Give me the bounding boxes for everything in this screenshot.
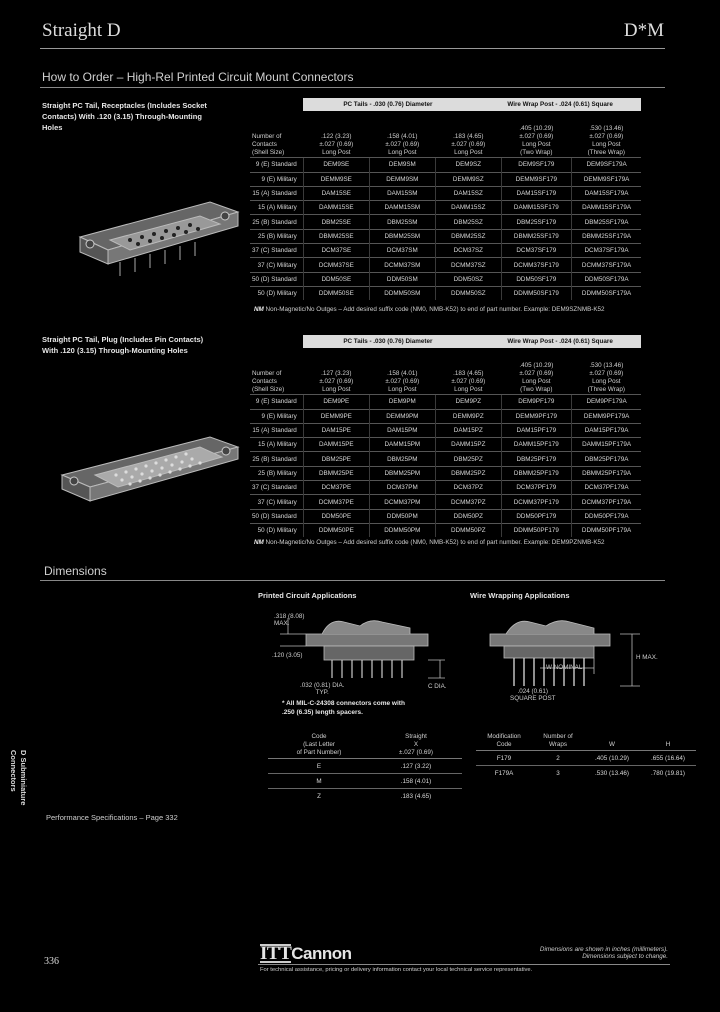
row-label: 15 (A) Military [250, 201, 303, 215]
row-label: 50 (D) Standard [250, 509, 303, 523]
pc-tails-header: PC Tails - .030 (0.76) Diameter [303, 98, 501, 111]
part-number-cell: DCMM37SM [369, 258, 435, 272]
pc-dim-side-label: .120 (3.05) [272, 652, 303, 659]
contacts-col-header: Number of Contacts (Shell Size) [252, 370, 285, 394]
header-divider [40, 48, 665, 49]
how-to-order-heading: How to Order – High-Rel Printed Circuit Mount Connectors [42, 70, 354, 84]
col-header: .122 (3.23) ±.027 (0.69) Long Post [319, 133, 354, 157]
code-col-header: Code (Last Letter of Part Number) [296, 733, 342, 756]
part-number-cell: DEMM9PM [369, 409, 435, 423]
ww-dim-w-label: W NOMINAL [546, 664, 583, 671]
footer-divider [258, 964, 670, 965]
dimensions-note: Dimensions are shown in inches (millimeters). Dimensions subject to change. [539, 946, 668, 960]
part-number-cell: DDMM50SZ [435, 286, 501, 300]
itt-cannon-logo: ITTCannon [260, 943, 352, 964]
table-cell: .127 (3.22) [370, 759, 462, 774]
plug-connector-image [50, 415, 250, 515]
part-number-cell: DEMM9PF179 [501, 409, 571, 423]
part-number-cell: DBM25SF179A [571, 215, 641, 229]
receptacle-title [42, 100, 252, 133]
table-row [250, 438, 641, 452]
part-number-cell: DDMM50SF179A [571, 286, 641, 300]
table-cell: 3 [532, 766, 584, 781]
row-label: 15 (A) Standard [250, 423, 303, 437]
part-number-cell: DAM15PM [369, 423, 435, 437]
receptacle-title-line: Straight PC Tail, Receptacles (Includes Socket [42, 101, 207, 110]
table-cell: M [268, 774, 370, 789]
row-label: 50 (D) Military [250, 286, 303, 300]
part-number-cell: DEM9PZ [435, 395, 501, 409]
ww-applications-title: Wire Wrapping Applications [470, 591, 570, 600]
straight-col-header: Straight X ±.027 (0.69) [399, 733, 433, 756]
part-number-cell: DCM37SE [303, 244, 369, 258]
row-label: 25 (B) Military [250, 466, 303, 480]
table-row [250, 509, 641, 523]
part-number-cell: DEM9PM [369, 395, 435, 409]
part-number-cell: DDMM50PF179A [571, 523, 641, 537]
section-divider [40, 580, 665, 581]
w-header: W [609, 741, 615, 748]
row-label: 37 (C) Standard [250, 481, 303, 495]
part-number-cell: DEMM9SZ [435, 172, 501, 186]
table-row [476, 751, 696, 766]
table-row [250, 495, 641, 509]
row-label: 9 (E) Military [250, 409, 303, 423]
table-row [250, 452, 641, 466]
table-row [250, 409, 641, 423]
part-number-cell: DEM9SE [303, 158, 369, 172]
table-row [250, 523, 641, 537]
table-cell: .405 (10.29) [584, 751, 640, 766]
part-number-cell: DAMM15PF179A [571, 438, 641, 452]
part-number-cell: DDM50SZ [435, 272, 501, 286]
performance-link[interactable]: Performance Specifications – Page 332 [46, 813, 178, 822]
part-number-cell: DAM15PF179A [571, 423, 641, 437]
col-header: .127 (3.23) ±.027 (0.69) Long Post [319, 370, 354, 394]
table-cell: .183 (4.65) [370, 789, 462, 804]
part-number-cell: DEM9SZ [435, 158, 501, 172]
part-number-cell: DBMM25PE [303, 466, 369, 480]
part-number-cell: DDM50SF179 [501, 272, 571, 286]
part-number-cell: DEM9PF179 [501, 395, 571, 409]
part-number-cell: DEMM9PE [303, 409, 369, 423]
part-number-cell: DCM37PF179 [501, 481, 571, 495]
part-number-cell: DCMM37SF179A [571, 258, 641, 272]
pc-dim-bottom-label: .032 (0.81) DIA. TYP. [300, 682, 345, 696]
part-number-cell: DBM25SZ [435, 215, 501, 229]
table-row [250, 258, 641, 272]
wire-wrap-header: Wire Wrap Post - .024 (0.61) Square [501, 335, 641, 348]
part-number-cell: DAM15SM [369, 186, 435, 200]
table-row [250, 158, 641, 172]
part-number-cell: DAMM15PM [369, 438, 435, 452]
part-number-cell: DCMM37SZ [435, 258, 501, 272]
code-table [268, 732, 462, 803]
part-number-cell: DAM15SZ [435, 186, 501, 200]
part-number-cell: DAMM15SE [303, 201, 369, 215]
table-cell: .158 (4.01) [370, 774, 462, 789]
part-number-cell: DCMM37PZ [435, 495, 501, 509]
part-number-cell: DEMM9SF179 [501, 172, 571, 186]
part-number-cell: DBM25SE [303, 215, 369, 229]
table-row [250, 186, 641, 200]
row-label: 15 (A) Military [250, 438, 303, 452]
table-row [250, 215, 641, 229]
row-label: 15 (A) Standard [250, 186, 303, 200]
col-header: .158 (4.01) ±.027 (0.69) Long Post [385, 370, 420, 394]
plug-title [42, 334, 252, 356]
table-row [476, 766, 696, 781]
table-row [250, 395, 641, 409]
row-label: 37 (C) Standard [250, 244, 303, 258]
part-number-cell: DBMM25SE [303, 229, 369, 243]
ww-dim-h-label: H MAX. [636, 654, 658, 661]
section-divider [40, 87, 665, 88]
part-number-cell: DAMM15PE [303, 438, 369, 452]
mod-code-header: Modification Code [487, 733, 521, 748]
part-number-cell: DCM37SF179A [571, 244, 641, 258]
contact-note: For technical assistance, pricing or delivery information contact your local technical service representative. [260, 967, 533, 973]
part-number-cell: DAM15SF179 [501, 186, 571, 200]
part-number-cell: DDM50PM [369, 509, 435, 523]
part-number-cell: DCM37PM [369, 481, 435, 495]
side-section-label: D Subminiature Connectors [9, 750, 28, 806]
row-label: 25 (B) Military [250, 229, 303, 243]
table-cell: 2 [532, 751, 584, 766]
part-number-cell: DAMM15SM [369, 201, 435, 215]
series-code: D*M [623, 20, 664, 41]
part-number-cell: DBM25SM [369, 215, 435, 229]
part-number-cell: DAMM15PZ [435, 438, 501, 452]
col-header: .405 (10.29) ±.027 (0.69) Long Post (Two Wrap) [519, 362, 554, 394]
part-number-cell: DDMM50SM [369, 286, 435, 300]
receptacle-title-line: Contacts) With .120 (3.15) Through-Mounting [42, 112, 202, 121]
table-cell: .780 (19.81) [640, 766, 696, 781]
part-number-cell: DBM25SF179 [501, 215, 571, 229]
part-number-cell: DBMM25PF179A [571, 466, 641, 480]
plug-nm-note: NM Non-Magnetic/No Outges – Add desired suffix code (NM0, NMB-K52) to end of part number. Example: DEM9PZNMB-K52 [254, 539, 605, 546]
table-row [268, 789, 462, 804]
plug-table [250, 335, 641, 537]
part-number-cell: DCMM37SF179 [501, 258, 571, 272]
part-number-cell: DEM9SF179 [501, 158, 571, 172]
part-number-cell: DEMM9SE [303, 172, 369, 186]
receptacle-title-line: Holes [42, 123, 63, 132]
table-row [250, 229, 641, 243]
h-header: H [665, 741, 671, 748]
table-row [268, 759, 462, 774]
table-cell: F179 [476, 751, 532, 766]
table-row [250, 244, 641, 258]
row-label: 25 (B) Standard [250, 452, 303, 466]
plug-title-line: Straight PC Tail, Plug (Includes Pin Contacts) [42, 335, 204, 344]
part-number-cell: DCM37SM [369, 244, 435, 258]
part-number-cell: DDM50SF179A [571, 272, 641, 286]
row-label: 9 (E) Military [250, 172, 303, 186]
part-number-cell: DDMM50PZ [435, 523, 501, 537]
part-number-cell: DDM50PZ [435, 509, 501, 523]
part-number-cell: DBM25PF179 [501, 452, 571, 466]
part-number-cell: DEMM9SM [369, 172, 435, 186]
table-row [250, 286, 641, 300]
pc-spacer-note: * All MIL-C-24308 connectors come with .250 (6.35) length spacers. [282, 700, 405, 716]
part-number-cell: DBM25PE [303, 452, 369, 466]
part-number-cell: DAMM15PF179 [501, 438, 571, 452]
part-number-cell: DDMM50PF179 [501, 523, 571, 537]
row-label: 25 (B) Standard [250, 215, 303, 229]
part-number-cell: DCM37PE [303, 481, 369, 495]
row-label: 37 (C) Military [250, 495, 303, 509]
page-title: Straight D [42, 20, 121, 41]
receptacle-nm-note: NM Non-Magnetic/No Outges – Add desired suffix code (NM0, NMB-K52) to end of part number. Example: DEM9SZNMB-K52 [254, 306, 605, 313]
part-number-cell: DCMM37PF179 [501, 495, 571, 509]
part-number-cell: DBM25PF179A [571, 452, 641, 466]
part-number-cell: DDMM50PE [303, 523, 369, 537]
col-header: .405 (10.29) ±.027 (0.69) Long Post (Two Wrap) [519, 125, 554, 157]
part-number-cell: DAM15SE [303, 186, 369, 200]
part-number-cell: DEMM9SF179A [571, 172, 641, 186]
table-cell: Z [268, 789, 370, 804]
part-number-cell: DEMM9PF179A [571, 409, 641, 423]
table-row [250, 272, 641, 286]
part-number-cell: DAM15PZ [435, 423, 501, 437]
part-number-cell: DCM37SZ [435, 244, 501, 258]
part-number-cell: DCMM37PM [369, 495, 435, 509]
part-number-cell: DDMM50PM [369, 523, 435, 537]
part-number-cell: DEM9PE [303, 395, 369, 409]
receptacle-connector-image [60, 182, 250, 282]
wire-wrap-header: Wire Wrap Post - .024 (0.61) Square [501, 98, 641, 111]
part-number-cell: DBM25PZ [435, 452, 501, 466]
part-number-cell: DAM15SF179A [571, 186, 641, 200]
ww-dim-post-label: .024 (0.61) SQUARE POST [510, 688, 556, 702]
pc-applications-title: Printed Circuit Applications [258, 591, 357, 600]
table-row [250, 201, 641, 215]
part-number-cell: DAM15PF179 [501, 423, 571, 437]
table-cell: F179A [476, 766, 532, 781]
part-number-cell: DBMM25PZ [435, 466, 501, 480]
wrap-table [476, 732, 696, 780]
wraps-header: Number of Wraps [543, 733, 573, 748]
part-number-cell: DBMM25SF179 [501, 229, 571, 243]
part-number-cell: DDM50PF179 [501, 509, 571, 523]
table-row [268, 774, 462, 789]
part-number-cell: DAMM15SF179 [501, 201, 571, 215]
part-number-cell: DCMM37PF179A [571, 495, 641, 509]
table-row [250, 466, 641, 480]
part-number-cell: DBMM25PF179 [501, 466, 571, 480]
pc-tails-header: PC Tails - .030 (0.76) Diameter [303, 335, 501, 348]
col-header: .183 (4.65) ±.027 (0.69) Long Post [451, 370, 486, 394]
part-number-cell: DBMM25SZ [435, 229, 501, 243]
part-number-cell: DAMM15SF179A [571, 201, 641, 215]
plug-title-line: With .120 (3.15) Through-Mounting Holes [42, 346, 188, 355]
part-number-cell: DAMM15SZ [435, 201, 501, 215]
part-number-cell: DCM37SF179 [501, 244, 571, 258]
part-number-cell: DBM25PM [369, 452, 435, 466]
part-number-cell: DEM9SM [369, 158, 435, 172]
table-row [250, 423, 641, 437]
part-number-cell: DEM9SF179A [571, 158, 641, 172]
part-number-cell: DCMM37SE [303, 258, 369, 272]
col-header: .183 (4.65) ±.027 (0.69) Long Post [451, 133, 486, 157]
row-label: 9 (E) Standard [250, 158, 303, 172]
page-number: 336 [44, 956, 59, 967]
part-number-cell: DDMM50SE [303, 286, 369, 300]
col-header: .530 (13.46) ±.027 (0.69) Long Post (Three Wrap) [587, 125, 625, 157]
pc-dim-top-label: .318 (8.08) MAX. [274, 613, 305, 627]
part-number-cell: DEMM9PZ [435, 409, 501, 423]
ww-dimension-drawing [470, 604, 670, 696]
part-number-cell: DCM37PZ [435, 481, 501, 495]
part-number-cell: DDM50PF179A [571, 509, 641, 523]
part-number-cell: DDM50SM [369, 272, 435, 286]
part-number-cell: DDMM50SF179 [501, 286, 571, 300]
row-label: 9 (E) Standard [250, 395, 303, 409]
dimensions-heading: Dimensions [44, 564, 107, 578]
part-number-cell: DDM50PE [303, 509, 369, 523]
part-number-cell: DBMM25SM [369, 229, 435, 243]
table-cell: E [268, 759, 370, 774]
part-number-cell: DAM15PE [303, 423, 369, 437]
col-header: .530 (13.46) ±.027 (0.69) Long Post (Three Wrap) [587, 362, 625, 394]
row-label: 50 (D) Standard [250, 272, 303, 286]
col-header: .158 (4.01) ±.027 (0.69) Long Post [385, 133, 420, 157]
part-number-cell: DBMM25PM [369, 466, 435, 480]
part-number-cell: DBMM25SF179A [571, 229, 641, 243]
row-label: 37 (C) Military [250, 258, 303, 272]
receptacle-table [250, 98, 641, 300]
part-number-cell: DDM50SE [303, 272, 369, 286]
table-cell: .655 (16.64) [640, 751, 696, 766]
pc-dim-c-label: C DIA. [428, 683, 447, 690]
part-number-cell: DCMM37PE [303, 495, 369, 509]
part-number-cell: DEM9PF179A [571, 395, 641, 409]
contacts-col-header: Number of Contacts (Shell Size) [252, 133, 285, 157]
table-row [250, 172, 641, 186]
table-row [250, 481, 641, 495]
table-cell: .530 (13.46) [584, 766, 640, 781]
part-number-cell: DCM37PF179A [571, 481, 641, 495]
row-label: 50 (D) Military [250, 523, 303, 537]
